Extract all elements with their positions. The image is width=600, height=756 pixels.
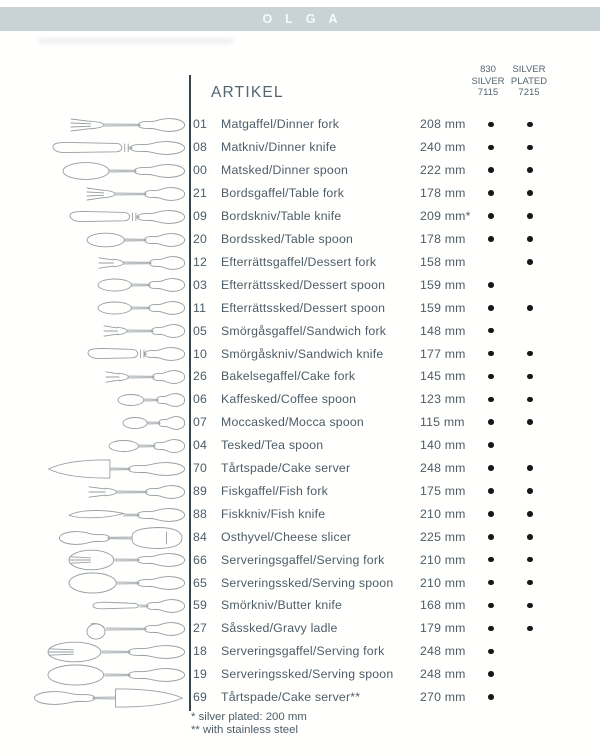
article-code: 09 bbox=[193, 209, 208, 224]
article-name: Tesked/Tea spoon bbox=[221, 438, 324, 453]
dot-cell-830-silver bbox=[478, 282, 504, 288]
gravy-ladle-icon bbox=[85, 617, 185, 641]
dot-cell-830-silver bbox=[478, 671, 504, 677]
dot-cell-silver-plated bbox=[517, 557, 543, 563]
dot-cell-830-silver bbox=[478, 557, 504, 563]
article-name: Efterrättsgaffel/Dessert fork bbox=[221, 254, 377, 269]
artikel-header: ARTIKEL bbox=[211, 84, 284, 101]
fish-fork-icon bbox=[87, 480, 185, 504]
article-size: 248 mm bbox=[420, 461, 466, 476]
article-name: Osthyvel/Cheese slicer bbox=[221, 529, 352, 544]
article-code: 66 bbox=[193, 552, 208, 567]
availability-dot bbox=[527, 259, 533, 265]
article-size: 168 mm bbox=[420, 598, 466, 613]
availability-dot bbox=[527, 374, 533, 380]
dessert-spoon-icon bbox=[96, 273, 185, 297]
article-code: 12 bbox=[193, 254, 208, 269]
column-header-line: PLATED bbox=[510, 75, 548, 87]
dot-cell-silver-plated bbox=[517, 374, 543, 380]
article-code: 59 bbox=[193, 598, 208, 613]
table-row bbox=[193, 182, 591, 205]
dinner-fork-icon bbox=[69, 113, 185, 137]
table-row bbox=[193, 525, 591, 548]
article-size: 175 mm bbox=[420, 483, 466, 498]
table-row bbox=[193, 411, 591, 434]
column-header-silver-plated bbox=[508, 64, 550, 99]
article-size: 270 mm bbox=[420, 690, 466, 705]
table-row bbox=[193, 434, 591, 457]
dot-cell-silver-plated bbox=[517, 397, 543, 403]
article-code: 65 bbox=[193, 575, 208, 590]
article-code: 20 bbox=[193, 231, 208, 246]
dot-cell-830-silver bbox=[478, 351, 504, 357]
table-row bbox=[193, 250, 591, 273]
availability-dot bbox=[527, 534, 533, 540]
table-row bbox=[193, 319, 591, 342]
article-table bbox=[193, 113, 591, 709]
article-code: 19 bbox=[193, 667, 208, 682]
availability-dot bbox=[527, 511, 533, 517]
article-name: Fiskgaffel/Fish fork bbox=[221, 483, 328, 498]
availability-dot bbox=[488, 328, 494, 334]
dot-cell-silver-plated bbox=[517, 213, 543, 219]
table-row bbox=[193, 113, 591, 136]
availability-dot bbox=[527, 167, 533, 173]
table-fork-icon bbox=[85, 182, 185, 206]
article-size: 178 mm bbox=[420, 186, 466, 201]
availability-dot bbox=[488, 167, 494, 173]
article-size: 209 mm* bbox=[420, 209, 471, 224]
availability-dot bbox=[488, 282, 494, 288]
dot-cell-830-silver bbox=[478, 374, 504, 380]
article-name: Tårtspade/Cake server bbox=[221, 461, 351, 476]
availability-dot bbox=[527, 190, 533, 196]
availability-dot bbox=[488, 534, 494, 540]
dot-cell-silver-plated bbox=[517, 465, 543, 471]
dot-cell-830-silver bbox=[478, 419, 504, 425]
article-size: 248 mm bbox=[420, 644, 466, 659]
table-row bbox=[193, 273, 591, 296]
dot-cell-830-silver bbox=[478, 626, 504, 632]
sandwich-fork-icon bbox=[102, 319, 185, 343]
dot-cell-830-silver bbox=[478, 145, 504, 151]
article-code: 89 bbox=[193, 483, 208, 498]
article-code: 01 bbox=[193, 117, 208, 132]
article-code: 00 bbox=[193, 163, 208, 178]
table-row bbox=[193, 457, 591, 480]
availability-dot bbox=[527, 603, 533, 609]
article-size: 159 mm bbox=[420, 300, 466, 315]
availability-dot bbox=[488, 465, 494, 471]
table-row bbox=[193, 686, 591, 709]
article-code: 18 bbox=[193, 644, 208, 659]
column-header-line: SILVER bbox=[512, 64, 546, 75]
dinner-spoon-icon bbox=[61, 159, 185, 183]
article-code: 11 bbox=[193, 300, 207, 315]
availability-dot bbox=[488, 557, 494, 563]
availability-dot bbox=[488, 671, 494, 677]
availability-dot bbox=[527, 213, 533, 219]
availability-dot bbox=[488, 397, 494, 403]
dinner-knife-icon bbox=[51, 136, 185, 160]
article-name: Såssked/Gravy ladle bbox=[221, 621, 338, 636]
article-size: 210 mm bbox=[420, 575, 466, 590]
dot-cell-830-silver bbox=[478, 213, 504, 219]
article-code: 21 bbox=[193, 186, 208, 201]
article-size: 145 mm bbox=[420, 369, 466, 384]
mocca-spoon-icon bbox=[121, 411, 185, 435]
table-row bbox=[193, 617, 591, 640]
dot-cell-silver-plated bbox=[517, 419, 543, 425]
article-code: 27 bbox=[193, 621, 208, 636]
article-code: 05 bbox=[193, 323, 208, 338]
article-name: Bordsgaffel/Table fork bbox=[221, 186, 345, 201]
article-size: 123 mm bbox=[420, 392, 466, 407]
dot-cell-830-silver bbox=[478, 580, 504, 586]
table-row bbox=[193, 228, 591, 251]
table-row bbox=[193, 663, 591, 686]
dessert-fork-icon bbox=[97, 251, 185, 275]
availability-dot bbox=[488, 694, 494, 700]
article-name: Bordssked/Table spoon bbox=[221, 231, 354, 246]
dot-cell-silver-plated bbox=[517, 190, 543, 196]
serving-spoon-icon bbox=[67, 571, 185, 595]
dot-cell-silver-plated bbox=[517, 259, 543, 265]
article-name: Matsked/Dinner spoon bbox=[221, 163, 349, 178]
availability-dot bbox=[488, 580, 494, 586]
dessert-spoon-icon bbox=[96, 296, 185, 320]
availability-dot bbox=[488, 236, 494, 242]
availability-dot bbox=[527, 236, 533, 242]
sandwich-knife-icon bbox=[86, 342, 185, 366]
brand-title: OLGA bbox=[262, 12, 351, 26]
dot-cell-830-silver bbox=[478, 603, 504, 609]
column-header-830-silver bbox=[466, 64, 510, 99]
article-name: Kaffesked/Coffee spoon bbox=[221, 392, 357, 407]
article-size: 240 mm bbox=[420, 140, 466, 155]
availability-dot bbox=[488, 626, 494, 632]
table-row bbox=[193, 159, 591, 182]
dot-cell-830-silver bbox=[478, 328, 504, 334]
serving-fork-icon bbox=[67, 548, 185, 572]
article-size: 158 mm bbox=[420, 254, 466, 269]
dot-cell-silver-plated bbox=[517, 580, 543, 586]
dot-cell-830-silver bbox=[478, 511, 504, 517]
availability-dot bbox=[527, 626, 533, 632]
table-row bbox=[193, 640, 591, 663]
article-code: 03 bbox=[193, 277, 208, 292]
article-name: Fiskkniv/Fish knife bbox=[221, 506, 326, 521]
table-row bbox=[193, 136, 591, 159]
article-size: 159 mm bbox=[420, 277, 466, 292]
article-code: 10 bbox=[193, 346, 208, 361]
footnote-silver-plated: * silver plated: 200 mm bbox=[191, 711, 307, 723]
dot-cell-silver-plated bbox=[517, 603, 543, 609]
cake-fork-icon bbox=[104, 365, 185, 389]
article-size: 115 mm bbox=[420, 415, 465, 430]
table-knife-icon bbox=[68, 205, 185, 229]
availability-dot bbox=[488, 603, 494, 609]
article-size: 248 mm bbox=[420, 667, 466, 682]
article-size: 208 mm bbox=[420, 117, 466, 132]
availability-dot bbox=[488, 488, 494, 494]
dot-cell-silver-plated bbox=[517, 305, 543, 311]
availability-dot bbox=[488, 419, 494, 425]
dot-cell-silver-plated bbox=[517, 626, 543, 632]
dot-cell-silver-plated bbox=[517, 145, 543, 151]
availability-dot bbox=[527, 557, 533, 563]
availability-dot bbox=[488, 213, 494, 219]
availability-dot bbox=[488, 190, 494, 196]
dot-cell-830-silver bbox=[478, 305, 504, 311]
dot-cell-830-silver bbox=[478, 236, 504, 242]
availability-dot bbox=[527, 465, 533, 471]
dot-cell-830-silver bbox=[478, 167, 504, 173]
table-row bbox=[193, 480, 591, 503]
article-size: 210 mm bbox=[420, 552, 466, 567]
article-name: Smörgåskniv/Sandwich knife bbox=[221, 346, 384, 361]
availability-dot bbox=[527, 580, 533, 586]
article-name: Bakelsegaffel/Cake fork bbox=[221, 369, 356, 384]
article-name: Efterrättssked/Dessert spoon bbox=[221, 300, 386, 315]
article-code: 84 bbox=[193, 529, 208, 544]
dot-cell-830-silver bbox=[478, 534, 504, 540]
column-header-line: 7215 bbox=[518, 87, 540, 98]
dot-cell-830-silver bbox=[478, 442, 504, 448]
availability-dot bbox=[527, 351, 533, 357]
article-name: Matkniv/Dinner knife bbox=[221, 140, 337, 155]
article-name: Serveringssked/Serving spoon bbox=[221, 575, 394, 590]
availability-dot bbox=[488, 511, 494, 517]
table-row bbox=[193, 342, 591, 365]
availability-dot bbox=[527, 397, 533, 403]
article-name: Tårtspade/Cake server** bbox=[221, 690, 361, 705]
cake-server-icon bbox=[34, 686, 185, 710]
dot-cell-830-silver bbox=[478, 465, 504, 471]
footnotes bbox=[191, 711, 307, 737]
table-row bbox=[193, 205, 591, 228]
article-name: Moccasked/Mocca spoon bbox=[221, 415, 364, 430]
table-row bbox=[193, 548, 591, 571]
article-size: 178 mm bbox=[420, 231, 466, 246]
article-size: 177 mm bbox=[420, 346, 466, 361]
dot-cell-830-silver bbox=[478, 190, 504, 196]
article-size: 210 mm bbox=[420, 506, 466, 521]
availability-dot bbox=[488, 374, 494, 380]
article-name: Smörgåsgaffel/Sandwich fork bbox=[221, 323, 387, 338]
article-code: 07 bbox=[193, 415, 208, 430]
column-header-line: SILVER bbox=[471, 75, 505, 87]
table-row bbox=[193, 388, 591, 411]
availability-dot bbox=[488, 351, 494, 357]
article-size: 222 mm bbox=[420, 163, 466, 178]
dot-cell-silver-plated bbox=[517, 236, 543, 242]
article-name: Smörkniv/Butter knife bbox=[221, 598, 343, 613]
article-code: 08 bbox=[193, 140, 208, 155]
fish-knife-icon bbox=[67, 503, 185, 527]
article-name: Serveringsgaffel/Serving fork bbox=[221, 552, 385, 567]
availability-dot bbox=[527, 145, 533, 151]
article-size: 179 mm bbox=[420, 621, 466, 636]
dot-cell-silver-plated bbox=[517, 351, 543, 357]
availability-dot bbox=[488, 305, 494, 311]
article-name: Efterrättssked/Dessert spoon bbox=[221, 277, 386, 292]
availability-dot bbox=[527, 305, 533, 311]
dot-cell-830-silver bbox=[478, 122, 504, 128]
article-code: 70 bbox=[193, 461, 208, 476]
footnote-stainless: ** with stainless steel bbox=[191, 724, 298, 736]
article-name: Matgaffel/Dinner fork bbox=[221, 117, 340, 132]
table-row bbox=[193, 365, 591, 388]
column-header-line: 7115 bbox=[477, 87, 499, 98]
article-size: 140 mm bbox=[420, 438, 466, 453]
article-code: 04 bbox=[193, 438, 208, 453]
serving-fork-icon bbox=[46, 640, 185, 664]
dot-cell-830-silver bbox=[478, 694, 504, 700]
article-size: 225 mm bbox=[420, 529, 466, 544]
availability-dot bbox=[527, 488, 533, 494]
cheese-slicer-icon bbox=[59, 526, 185, 550]
dot-cell-830-silver bbox=[478, 397, 504, 403]
dot-cell-silver-plated bbox=[517, 488, 543, 494]
article-name: Serveringsgaffel/Serving fork bbox=[221, 644, 385, 659]
availability-dot bbox=[488, 122, 494, 128]
availability-dot bbox=[488, 145, 494, 151]
article-code: 26 bbox=[193, 369, 208, 384]
dot-cell-silver-plated bbox=[517, 122, 543, 128]
coffee-spoon-icon bbox=[116, 388, 185, 412]
dot-cell-830-silver bbox=[478, 649, 504, 655]
column-header-line: 830 bbox=[480, 64, 496, 75]
table-row bbox=[193, 296, 591, 319]
cutlery-illustrations bbox=[0, 0, 190, 756]
dot-cell-silver-plated bbox=[517, 534, 543, 540]
availability-dot bbox=[488, 442, 494, 448]
availability-dot bbox=[527, 122, 533, 128]
table-row bbox=[193, 571, 591, 594]
article-code: 06 bbox=[193, 392, 208, 407]
article-code: 88 bbox=[193, 506, 208, 521]
table-spoon-icon bbox=[85, 228, 185, 252]
tea-spoon-icon bbox=[107, 434, 185, 458]
dot-cell-830-silver bbox=[478, 488, 504, 494]
serving-spoon-icon bbox=[46, 663, 185, 687]
article-size: 148 mm bbox=[420, 323, 466, 338]
article-name: Bordskniv/Table knife bbox=[221, 209, 342, 224]
cake-server-icon bbox=[46, 457, 185, 481]
availability-dot bbox=[527, 419, 533, 425]
article-code: 69 bbox=[193, 690, 208, 705]
table-row bbox=[193, 502, 591, 525]
dot-cell-silver-plated bbox=[517, 167, 543, 173]
butter-knife-icon bbox=[91, 594, 185, 618]
dot-cell-silver-plated bbox=[517, 511, 543, 517]
availability-dot bbox=[488, 649, 494, 655]
article-name: Serveringssked/Serving spoon bbox=[221, 667, 394, 682]
table-row bbox=[193, 594, 591, 617]
